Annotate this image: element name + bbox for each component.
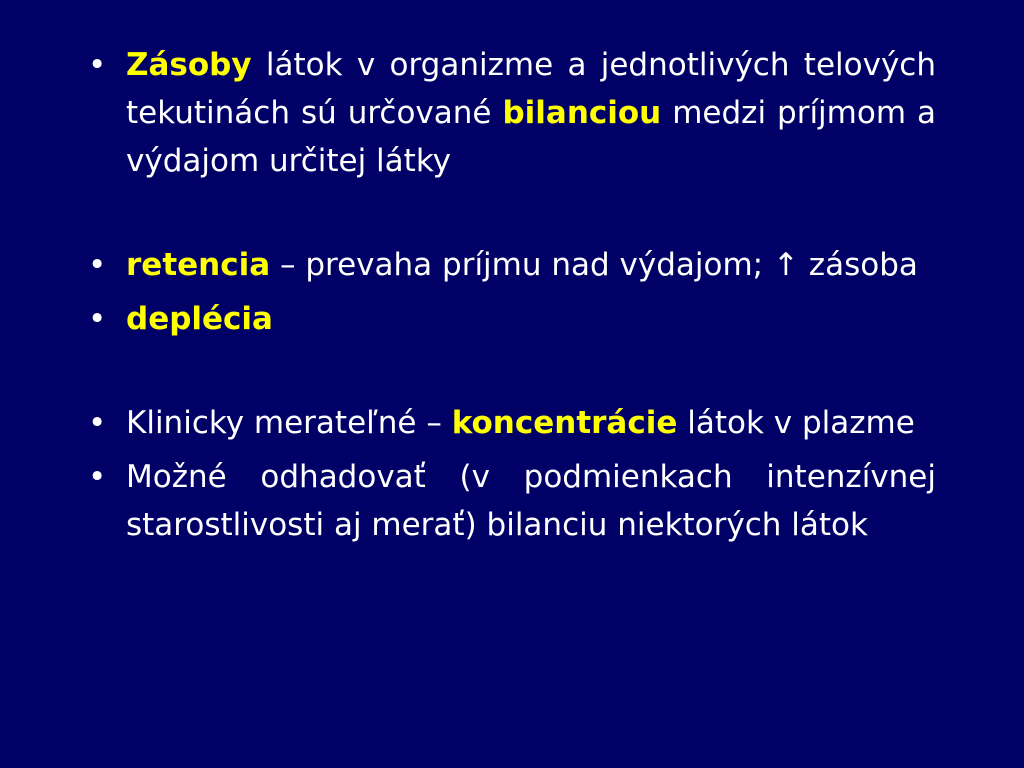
bullet-text: medzi príjmom a výdajom určitej látky: [126, 95, 936, 179]
bullet-text: látok v plazme: [677, 405, 915, 441]
bullet-dot: •: [88, 405, 107, 441]
bullet-text: – prevaha príjmu nad výdajom; ↑ zásoba: [270, 247, 918, 283]
highlight-term-zasoby: Zásoby: [126, 47, 252, 83]
highlight-term-koncentracie: koncentrácie: [451, 405, 678, 441]
bullet-list: [88, 41, 936, 549]
bullet-item-retencia: [88, 241, 936, 289]
bullet-dot: •: [88, 247, 107, 283]
bullet-item-mozne: [88, 453, 936, 549]
highlight-term-deplecia: deplécia: [126, 301, 273, 337]
bullet-text: Klinicky merateľné –: [126, 405, 452, 441]
bullet-item-zasoby: [88, 41, 936, 185]
highlight-term-retencia: retencia: [126, 247, 271, 283]
bullet-text: látok v organizme a jednotlivých telových tekutinách sú určované: [126, 47, 936, 131]
bullet-dot: •: [88, 301, 107, 337]
bullet-text: Možné odhadovať (v podmienkach intenzívnej starostlivosti aj merať) bilanciu niektorých látok: [126, 459, 936, 543]
bullet-item-seplecia: [88, 295, 936, 343]
highlight-term-bilanciou: bilanciou: [502, 95, 662, 131]
bullet-dot: •: [88, 459, 107, 495]
bullet-dot: •: [88, 47, 107, 83]
bullet-item-klinicky: [88, 399, 936, 447]
